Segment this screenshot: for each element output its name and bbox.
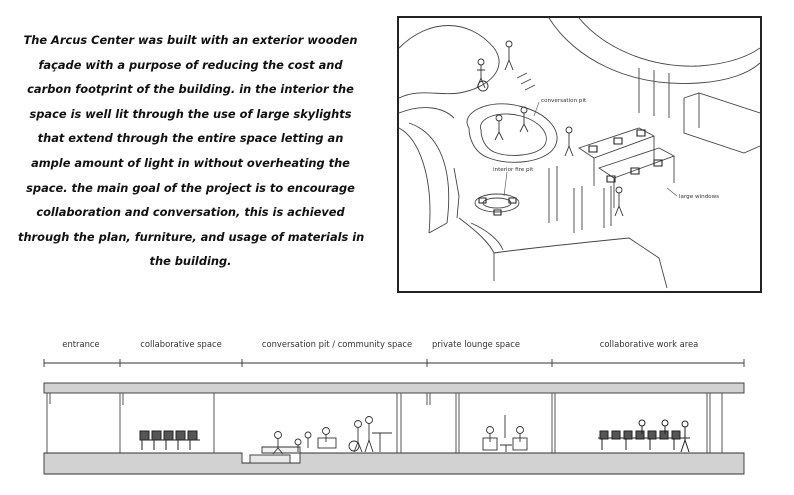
conference-table-group bbox=[140, 431, 200, 450]
section-walls bbox=[47, 393, 722, 453]
description-line: that extend through the entire space letting an bbox=[37, 131, 344, 146]
zone-label-entrance: entrance bbox=[62, 339, 100, 349]
building-section bbox=[0, 330, 794, 495]
person-figure bbox=[520, 107, 528, 132]
description-line: ample amount of light in without overheating the bbox=[31, 155, 350, 170]
floor-slab bbox=[44, 453, 744, 474]
description-line: through the plan, furniture, and usage of materials in bbox=[18, 229, 365, 244]
description-line: collaboration and conversation, this is achieved bbox=[36, 205, 345, 220]
section-svg bbox=[0, 330, 794, 495]
description-line: façade with a purpose of reducing the cost and bbox=[38, 57, 343, 72]
zone-label-private-lounge: private lounge space bbox=[431, 339, 521, 349]
outer-wall-curve bbox=[549, 18, 760, 84]
work-table-group bbox=[598, 420, 690, 452]
axonometric-drawing bbox=[397, 16, 762, 293]
label-conversation-pit: conversation pit bbox=[541, 98, 587, 104]
zone-label-conversation-pit: conversation pit / community space bbox=[261, 339, 413, 349]
description-paragraph bbox=[18, 28, 363, 274]
description-line: space is well lit through the use of large skylights bbox=[29, 106, 352, 121]
zone-label-collaborative-work-area: collaborative work area bbox=[599, 339, 699, 349]
description-line: the building. bbox=[149, 254, 232, 269]
description-line: The Arcus Center was built with an exterior wooden bbox=[23, 33, 358, 47]
axonometric-svg bbox=[399, 18, 760, 291]
label-interior-fire-pit: interior fire pit bbox=[493, 167, 534, 173]
description-line: space. the main goal of the project is to encourage bbox=[26, 180, 355, 195]
conversation-pit bbox=[467, 104, 557, 163]
description-line: carbon footprint of the building. in the interior the bbox=[27, 82, 354, 97]
right-wall bbox=[684, 98, 760, 153]
curved-wall-left bbox=[399, 128, 430, 233]
floor-slab-front bbox=[459, 218, 494, 281]
person-figure bbox=[565, 127, 573, 156]
person-figure bbox=[615, 187, 623, 216]
zone-dimension-line bbox=[44, 359, 744, 367]
chairs-group bbox=[589, 130, 645, 152]
lounge-seating-group bbox=[483, 415, 527, 452]
person-figure bbox=[477, 59, 488, 91]
label-large-windows: large windows bbox=[679, 194, 720, 200]
person-figure bbox=[495, 115, 503, 140]
roof-slab bbox=[44, 383, 744, 393]
zone-label-collaborative-space: collaborative space bbox=[140, 339, 222, 349]
person-figure bbox=[505, 41, 513, 70]
